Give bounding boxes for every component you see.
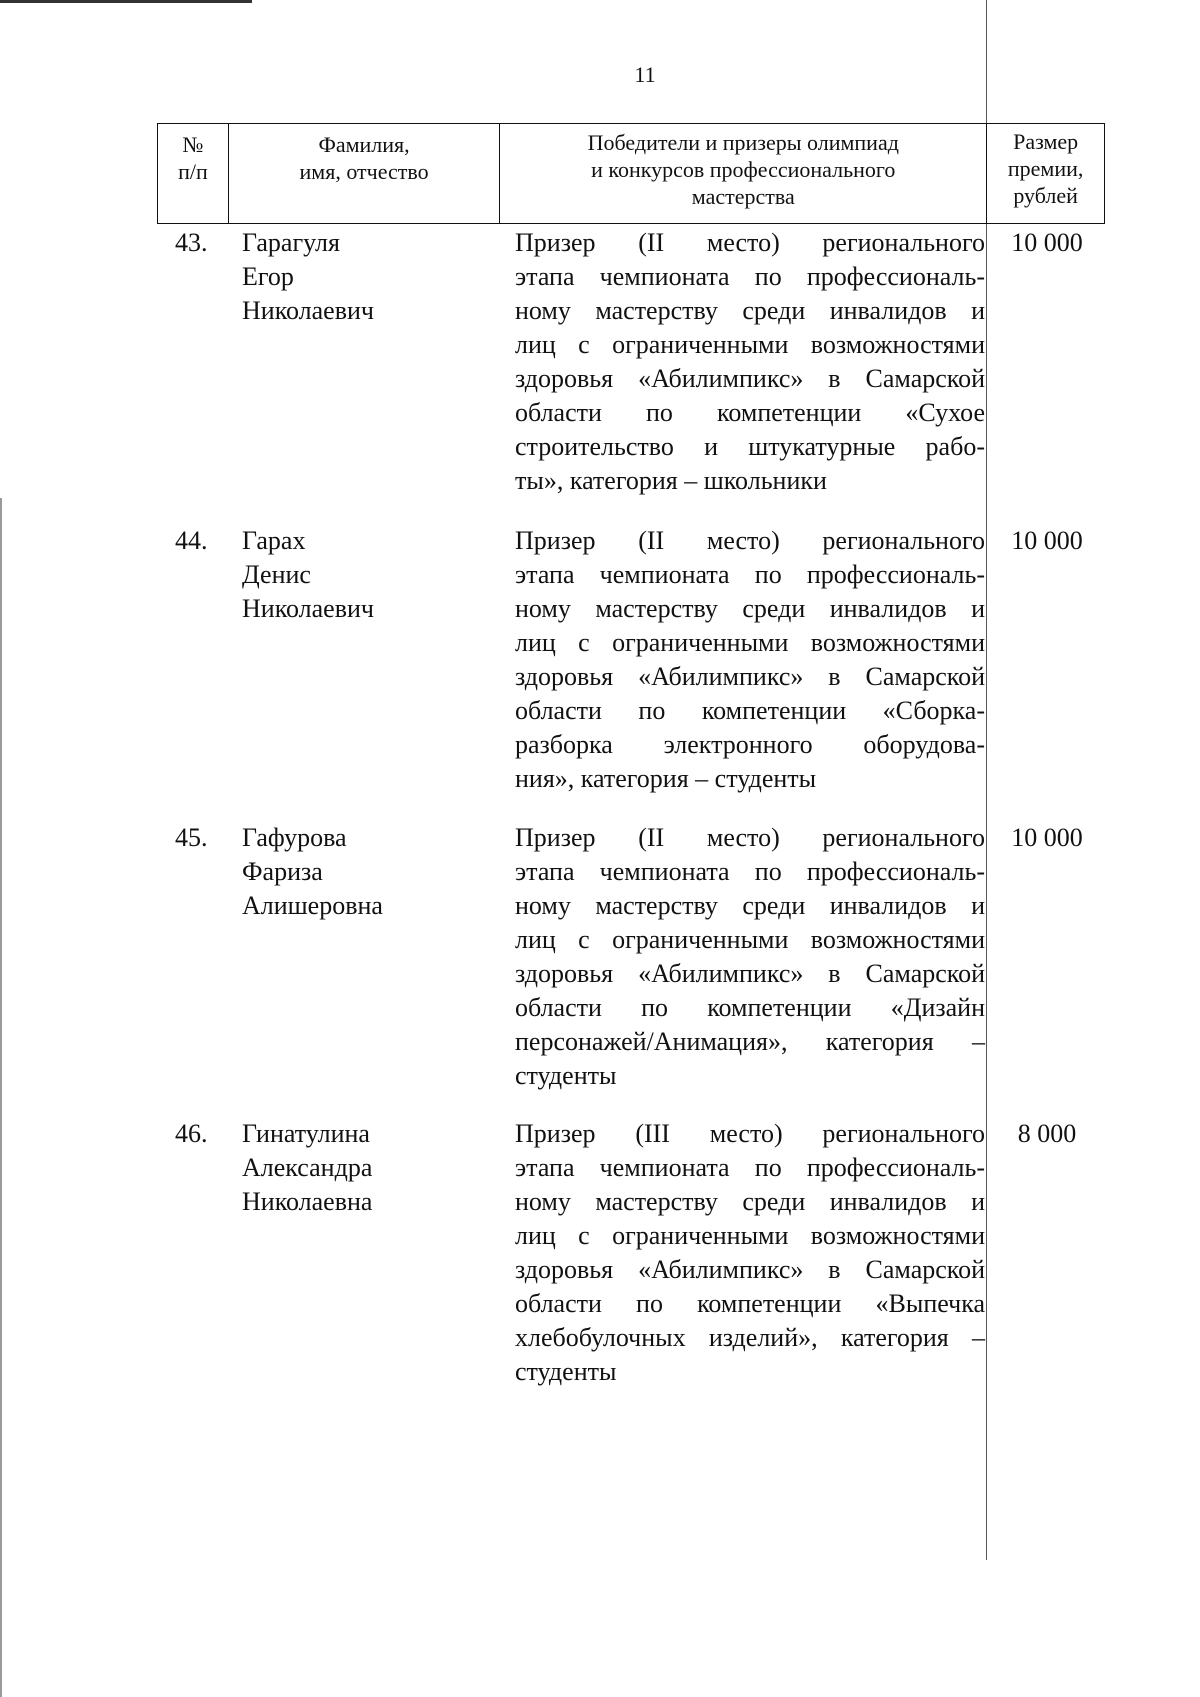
header-line: Победители и призеры олимпиад [587, 130, 899, 155]
page-number: 11 [634, 62, 656, 87]
description-line: этапа чемпионата по профессиональ- [515, 262, 985, 291]
patronymic: Николаевна [242, 1187, 373, 1216]
description-line: ному мастерству среди инвалидов и [515, 296, 985, 325]
description-line: области по компетенции «Дизайн [515, 993, 985, 1022]
award-description [515, 1117, 985, 1389]
header-line: рублей [1013, 183, 1078, 208]
header-line: № [182, 132, 204, 157]
patronymic: Николаевич [242, 594, 374, 623]
description-line: здоровья «Абилимпикс» в Самарской [515, 1255, 985, 1284]
description-line: Призер (II место) регионального [515, 526, 985, 555]
award-description [515, 226, 985, 498]
first-name: Егор [242, 262, 294, 291]
description-line: Призер (III место) регионального [515, 1119, 985, 1148]
award-amount: 8 000 [1017, 1119, 1077, 1148]
table-header [157, 123, 1105, 224]
header-name-column [229, 124, 500, 223]
last-name: Гафурова [242, 823, 347, 852]
first-name: Денис [242, 560, 311, 589]
description-line: этапа чемпионата по профессиональ- [515, 560, 985, 589]
description-line: ному мастерству среди инвалидов и [515, 594, 985, 623]
scan-edge-left [0, 498, 2, 1697]
header-line: Фамилия, [318, 132, 410, 157]
description-line: здоровья «Абилимпикс» в Самарской [515, 959, 985, 988]
header-line: премии, [1007, 156, 1084, 181]
person-name [242, 1117, 372, 1219]
first-name: Александра [242, 1153, 373, 1182]
description-line: персонажей/Анимация», категория – [515, 1027, 985, 1056]
description-line: области по компетенции «Сборка- [515, 696, 985, 725]
header-amount-column [987, 124, 1104, 223]
description-line: строительство и штукатурные рабо- [515, 432, 985, 461]
description-line: области по компетенции «Сухое [515, 398, 985, 427]
description-line: лиц с ограниченными возможностями [515, 1221, 985, 1250]
header-line: имя, отчество [299, 159, 429, 184]
description-line: области по компетенции «Выпечка [515, 1289, 985, 1318]
last-name: Гарах [242, 526, 306, 555]
row-number: 46. [175, 1119, 208, 1148]
patronymic: Алишеровна [242, 891, 383, 920]
description-line: лиц с ограниченными возможностями [515, 628, 985, 657]
person-name [242, 226, 374, 328]
header-line: и конкурсов профессионального [591, 157, 896, 182]
description-line: Призер (II место) регионального [515, 228, 985, 257]
description-line: лиц с ограниченными возможностями [515, 925, 985, 954]
patronymic: Николаевич [242, 296, 374, 325]
description-line: Призер (II место) регионального [515, 823, 985, 852]
header-line: п/п [178, 159, 208, 184]
description-line: здоровья «Абилимпикс» в Самарской [515, 364, 985, 393]
scan-fold-line [986, 0, 987, 1560]
description-line: этапа чемпионата по профессиональ- [515, 857, 985, 886]
description-line: здоровья «Абилимпикс» в Самарской [515, 662, 985, 691]
description-line: лиц с ограниченными возможностями [515, 330, 985, 359]
award-description [515, 821, 985, 1093]
description-line: ному мастерству среди инвалидов и [515, 891, 985, 920]
first-name: Фариза [242, 857, 323, 886]
row-number: 45. [175, 823, 208, 852]
row-number: 43. [175, 228, 208, 257]
header-number-column [158, 124, 229, 223]
header-description-column [500, 124, 987, 223]
award-amount: 10 000 [1011, 823, 1083, 852]
scan-edge-top [0, 0, 252, 3]
description-line: студенты [515, 1357, 617, 1386]
description-line: этапа чемпионата по профессиональ- [515, 1153, 985, 1182]
description-line: студенты [515, 1061, 617, 1090]
row-number: 44. [175, 526, 208, 555]
description-line: ному мастерству среди инвалидов и [515, 1187, 985, 1216]
person-name [242, 821, 383, 923]
award-amount: 10 000 [1011, 526, 1083, 555]
description-line: хлебобулочных изделий», категория – [515, 1323, 985, 1352]
description-line: ния», категория – студенты [515, 764, 817, 793]
award-description [515, 524, 985, 796]
last-name: Гинатулина [242, 1119, 370, 1148]
description-line: разборка электронного оборудова- [515, 730, 985, 759]
description-line: ты», категория – школьники [515, 466, 827, 495]
header-line: Размер [1013, 129, 1079, 154]
award-amount: 10 000 [1011, 228, 1083, 257]
person-name [242, 524, 374, 626]
header-line: мастерства [691, 184, 795, 209]
last-name: Гарагуля [242, 228, 340, 257]
